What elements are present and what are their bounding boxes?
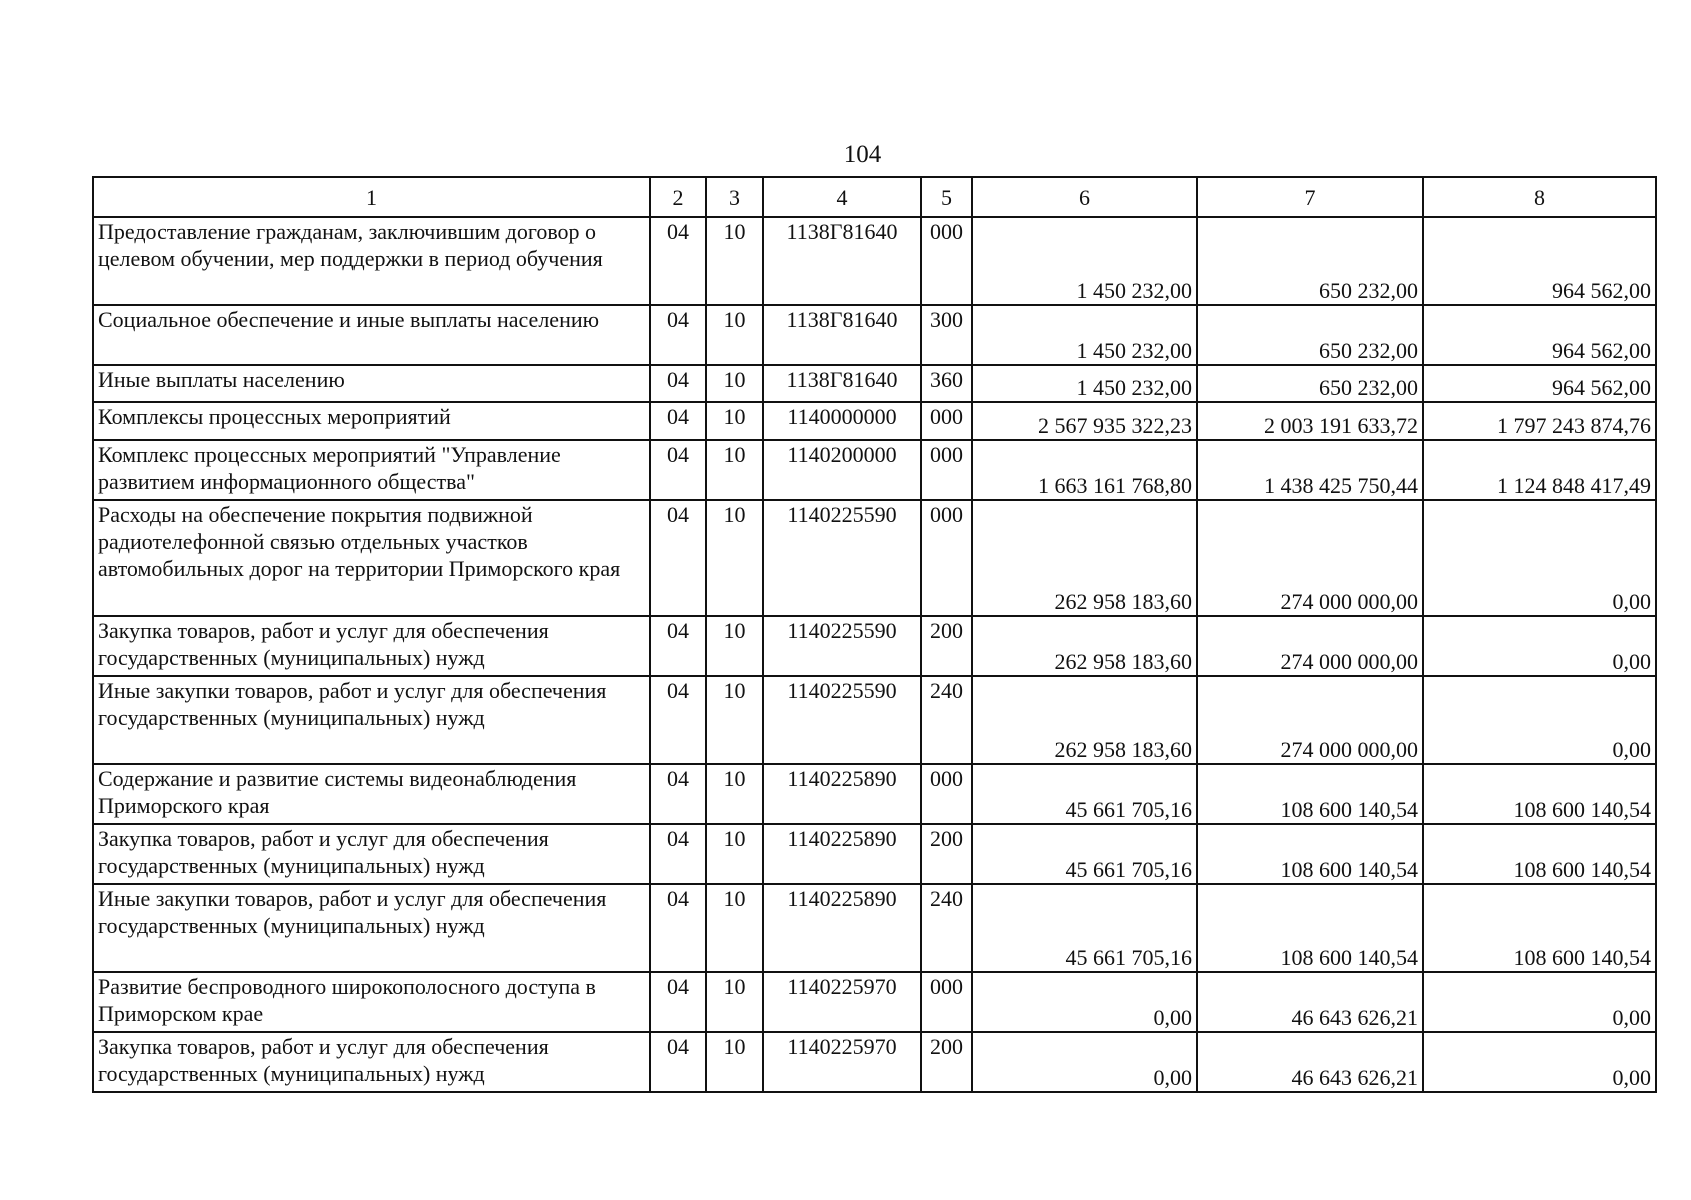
row-amount-7: 2 003 191 633,72	[1197, 402, 1423, 440]
row-amount-6: 1 663 161 768,80	[972, 440, 1197, 500]
table-row	[93, 365, 1656, 402]
row-expense-type: 200	[921, 824, 972, 884]
row-amount-7: 108 600 140,54	[1197, 764, 1423, 824]
table-row	[93, 616, 1656, 676]
row-target-article: 1140225590	[763, 500, 921, 616]
row-amount-6: 45 661 705,16	[972, 884, 1197, 972]
row-expense-type: 000	[921, 972, 972, 1032]
row-amount-8: 964 562,00	[1423, 305, 1656, 365]
row-target-article: 1140225590	[763, 616, 921, 676]
row-amount-8: 964 562,00	[1423, 365, 1656, 402]
row-amount-7: 46 643 626,21	[1197, 972, 1423, 1032]
row-target-article: 1138Г81640	[763, 217, 921, 305]
row-name: Иные закупки товаров, работ и услуг для обеспечения государственных (муниципальных) нужд	[93, 884, 650, 972]
row-amount-7: 650 232,00	[1197, 365, 1423, 402]
row-amount-6: 2 567 935 322,23	[972, 402, 1197, 440]
table-row	[93, 1032, 1656, 1092]
row-expense-type: 360	[921, 365, 972, 402]
row-amount-8: 108 600 140,54	[1423, 884, 1656, 972]
row-expense-type: 000	[921, 217, 972, 305]
row-section: 04	[650, 305, 706, 365]
row-expense-type: 200	[921, 1032, 972, 1092]
row-name: Расходы на обеспечение покрытия подвижной радиотелефонной связью отдельных участков автомобильных дорог на территории Приморского края	[93, 500, 650, 616]
row-name: Развитие беспроводного широкополосного доступа в Приморском крае	[93, 972, 650, 1032]
row-subsection: 10	[706, 676, 763, 764]
table-row	[93, 500, 1656, 616]
row-amount-6: 262 958 183,60	[972, 676, 1197, 764]
row-name: Иные выплаты населению	[93, 365, 650, 402]
row-section: 04	[650, 676, 706, 764]
row-amount-8: 0,00	[1423, 676, 1656, 764]
row-amount-8: 0,00	[1423, 500, 1656, 616]
column-header-4: 4	[763, 177, 921, 217]
row-name: Закупка товаров, работ и услуг для обеспечения государственных (муниципальных) нужд	[93, 824, 650, 884]
row-subsection: 10	[706, 884, 763, 972]
row-target-article: 1140200000	[763, 440, 921, 500]
column-header-8: 8	[1423, 177, 1656, 217]
row-amount-7: 1 438 425 750,44	[1197, 440, 1423, 500]
table-row	[93, 217, 1656, 305]
row-name: Закупка товаров, работ и услуг для обеспечения государственных (муниципальных) нужд	[93, 1032, 650, 1092]
row-amount-8: 108 600 140,54	[1423, 824, 1656, 884]
table-row	[93, 440, 1656, 500]
row-section: 04	[650, 616, 706, 676]
row-subsection: 10	[706, 616, 763, 676]
column-header-6: 6	[972, 177, 1197, 217]
row-subsection: 10	[706, 764, 763, 824]
row-section: 04	[650, 972, 706, 1032]
row-name: Социальное обеспечение и иные выплаты населению	[93, 305, 650, 365]
table-row	[93, 402, 1656, 440]
row-target-article: 1138Г81640	[763, 305, 921, 365]
row-target-article: 1140225890	[763, 884, 921, 972]
row-amount-6: 45 661 705,16	[972, 824, 1197, 884]
row-amount-7: 274 000 000,00	[1197, 616, 1423, 676]
row-name: Иные закупки товаров, работ и услуг для обеспечения государственных (муниципальных) нужд	[93, 676, 650, 764]
column-header-3: 3	[706, 177, 763, 217]
row-section: 04	[650, 764, 706, 824]
row-subsection: 10	[706, 365, 763, 402]
page-number: 104	[843, 141, 882, 168]
table-row	[93, 884, 1656, 972]
row-amount-8: 0,00	[1423, 972, 1656, 1032]
row-section: 04	[650, 365, 706, 402]
row-amount-6: 1 450 232,00	[972, 305, 1197, 365]
row-amount-7: 650 232,00	[1197, 305, 1423, 365]
row-name: Комплексы процессных мероприятий	[93, 402, 650, 440]
row-amount-6: 262 958 183,60	[972, 500, 1197, 616]
table-row	[93, 676, 1656, 764]
row-amount-8: 0,00	[1423, 616, 1656, 676]
row-expense-type: 000	[921, 764, 972, 824]
row-expense-type: 000	[921, 500, 972, 616]
row-target-article: 1140225970	[763, 972, 921, 1032]
row-name: Содержание и развитие системы видеонаблюдения Приморского края	[93, 764, 650, 824]
header-row	[93, 177, 1656, 217]
row-target-article: 1140225970	[763, 1032, 921, 1092]
row-expense-type: 000	[921, 402, 972, 440]
row-amount-8: 1 797 243 874,76	[1423, 402, 1656, 440]
row-amount-6: 0,00	[972, 1032, 1197, 1092]
row-subsection: 10	[706, 500, 763, 616]
column-header-1: 1	[93, 177, 650, 217]
table-row	[93, 824, 1656, 884]
row-name: Комплекс процессных мероприятий "Управление развитием информационного общества"	[93, 440, 650, 500]
row-target-article: 1140225590	[763, 676, 921, 764]
row-expense-type: 240	[921, 676, 972, 764]
row-subsection: 10	[706, 1032, 763, 1092]
table-row	[93, 972, 1656, 1032]
row-amount-8: 1 124 848 417,49	[1423, 440, 1656, 500]
row-target-article: 1140225890	[763, 764, 921, 824]
row-amount-6: 262 958 183,60	[972, 616, 1197, 676]
row-expense-type: 240	[921, 884, 972, 972]
row-amount-6: 1 450 232,00	[972, 365, 1197, 402]
row-expense-type: 000	[921, 440, 972, 500]
row-section: 04	[650, 824, 706, 884]
row-amount-8: 964 562,00	[1423, 217, 1656, 305]
row-amount-7: 46 643 626,21	[1197, 1032, 1423, 1092]
row-target-article: 1138Г81640	[763, 365, 921, 402]
row-expense-type: 200	[921, 616, 972, 676]
row-section: 04	[650, 1032, 706, 1092]
row-subsection: 10	[706, 972, 763, 1032]
row-amount-7: 108 600 140,54	[1197, 884, 1423, 972]
row-amount-7: 274 000 000,00	[1197, 676, 1423, 764]
budget-table	[92, 176, 1657, 1093]
row-amount-8: 108 600 140,54	[1423, 764, 1656, 824]
row-section: 04	[650, 217, 706, 305]
row-section: 04	[650, 440, 706, 500]
row-subsection: 10	[706, 305, 763, 365]
row-expense-type: 300	[921, 305, 972, 365]
table-row	[93, 305, 1656, 365]
row-section: 04	[650, 500, 706, 616]
row-amount-7: 650 232,00	[1197, 217, 1423, 305]
row-subsection: 10	[706, 402, 763, 440]
column-header-7: 7	[1197, 177, 1423, 217]
row-subsection: 10	[706, 440, 763, 500]
row-target-article: 1140000000	[763, 402, 921, 440]
column-header-2: 2	[650, 177, 706, 217]
row-amount-8: 0,00	[1423, 1032, 1656, 1092]
row-amount-6: 1 450 232,00	[972, 217, 1197, 305]
row-section: 04	[650, 884, 706, 972]
table-row	[93, 764, 1656, 824]
row-section: 04	[650, 402, 706, 440]
row-name: Закупка товаров, работ и услуг для обеспечения государственных (муниципальных) нужд	[93, 616, 650, 676]
row-amount-6: 45 661 705,16	[972, 764, 1197, 824]
row-subsection: 10	[706, 217, 763, 305]
row-name: Предоставление гражданам, заключившим договор о целевом обучении, мер поддержки в период обучения	[93, 217, 650, 305]
column-header-5: 5	[921, 177, 972, 217]
row-amount-6: 0,00	[972, 972, 1197, 1032]
row-amount-7: 108 600 140,54	[1197, 824, 1423, 884]
row-target-article: 1140225890	[763, 824, 921, 884]
row-amount-7: 274 000 000,00	[1197, 500, 1423, 616]
row-subsection: 10	[706, 824, 763, 884]
